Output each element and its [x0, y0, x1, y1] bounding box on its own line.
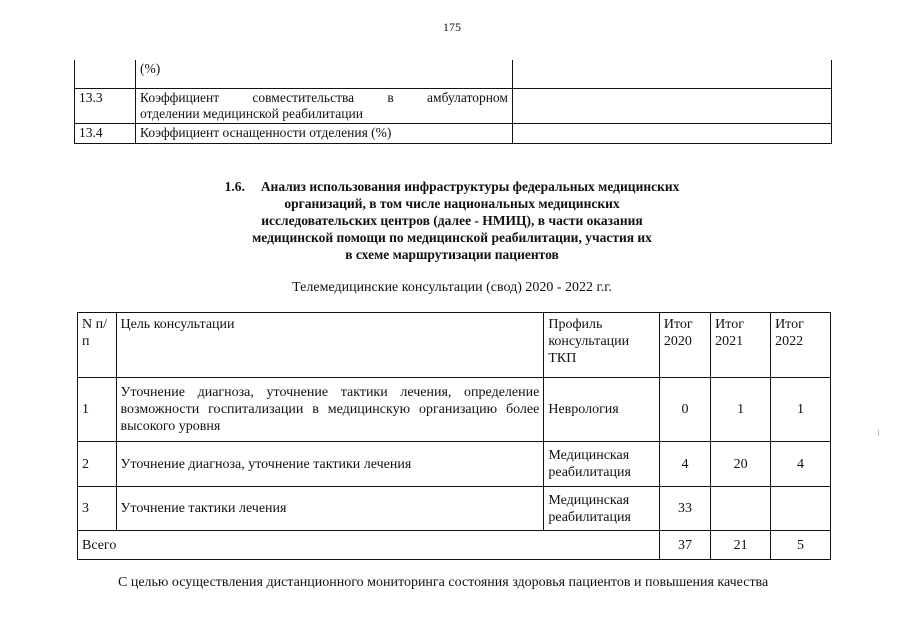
- row-value: [513, 89, 832, 124]
- row-2022: [771, 487, 831, 531]
- table-row: [78, 442, 831, 487]
- total-2021: 21: [711, 531, 771, 560]
- row-2021: 1: [711, 378, 771, 442]
- table-caption: Телемедицинские консультации (свод) 2020 - 2022 г.г.: [292, 280, 612, 295]
- row-2021: 20: [711, 442, 771, 487]
- row-goal: Уточнение диагноза, уточнение тактики лечения, определение возможности госпитализации в медицинскую организацию более высокого уровня: [116, 378, 544, 442]
- row-2020: 4: [659, 442, 710, 487]
- row-goal: Уточнение диагноза, уточнение тактики лечения: [116, 442, 544, 487]
- row-name: (%): [136, 60, 513, 89]
- heading-line: исследовательских центров (далее - НМИЦ), в части оказания: [261, 213, 643, 228]
- row-profile: Неврология: [544, 378, 660, 442]
- table-row: [75, 124, 832, 144]
- row-number: 13.3: [75, 89, 136, 124]
- scan-mark: [878, 430, 879, 436]
- total-label: Всего: [78, 531, 660, 560]
- total-2020: 37: [659, 531, 710, 560]
- row-name-line2: отделении медицинской реабилитации: [140, 106, 363, 121]
- word: в: [387, 90, 394, 105]
- word: Коэффициент: [140, 90, 220, 105]
- section-heading: [150, 178, 754, 263]
- word: амбулаторном: [427, 90, 508, 105]
- row-2020: 0: [659, 378, 710, 442]
- row-value: [513, 124, 832, 144]
- row-profile: Медицинская реабилитация: [544, 442, 660, 487]
- header-2021: Итог 2021: [711, 313, 771, 378]
- row-2022: 4: [771, 442, 831, 487]
- row-2021: [711, 487, 771, 531]
- indicators-table: [74, 60, 832, 144]
- row-num: 2: [78, 442, 117, 487]
- section-number: 1.6.: [224, 179, 245, 194]
- heading-line: в схеме маршрутизации пациентов: [345, 247, 559, 262]
- body-paragraph: С целью осуществления дистанционного мониторинга состояния здоровья пациентов и повышения качества: [118, 575, 769, 590]
- header-2022: Итог 2022: [771, 313, 831, 378]
- row-goal: Уточнение тактики лечения: [116, 487, 544, 531]
- row-number: [75, 60, 136, 89]
- header-goal: Цель консультации: [116, 313, 544, 378]
- row-2022: 1: [771, 378, 831, 442]
- row-value: [513, 60, 832, 89]
- row-2020: 33: [659, 487, 710, 531]
- header-profile: Профиль консультации ТКП: [544, 313, 660, 378]
- page-number: 175: [443, 20, 461, 34]
- word: совместительства: [252, 90, 355, 105]
- total-row: [78, 531, 831, 560]
- row-profile: Медицинская реабилитация: [544, 487, 660, 531]
- table-row: [75, 60, 832, 89]
- row-name-line1: [140, 90, 508, 106]
- header-2020: Итог 2020: [659, 313, 710, 378]
- row-num: 3: [78, 487, 117, 531]
- heading-line: организаций, в том числе национальных медицинских: [284, 196, 620, 211]
- row-num: 1: [78, 378, 117, 442]
- table-row: [78, 487, 831, 531]
- telemedicine-table: [77, 312, 831, 560]
- row-number: 13.4: [75, 124, 136, 144]
- total-2022: 5: [771, 531, 831, 560]
- table-row: [75, 89, 832, 124]
- table-row: [78, 378, 831, 442]
- row-name: [136, 89, 513, 124]
- table-header-row: [78, 313, 831, 378]
- header-num: N п/п: [78, 313, 117, 378]
- row-name: Коэффициент оснащенности отделения (%): [136, 124, 513, 144]
- heading-line: 1.6. Анализ использования инфраструктуры федеральных медицинских: [224, 179, 680, 194]
- heading-line: медицинской помощи по медицинской реабилитации, участия их: [252, 230, 652, 245]
